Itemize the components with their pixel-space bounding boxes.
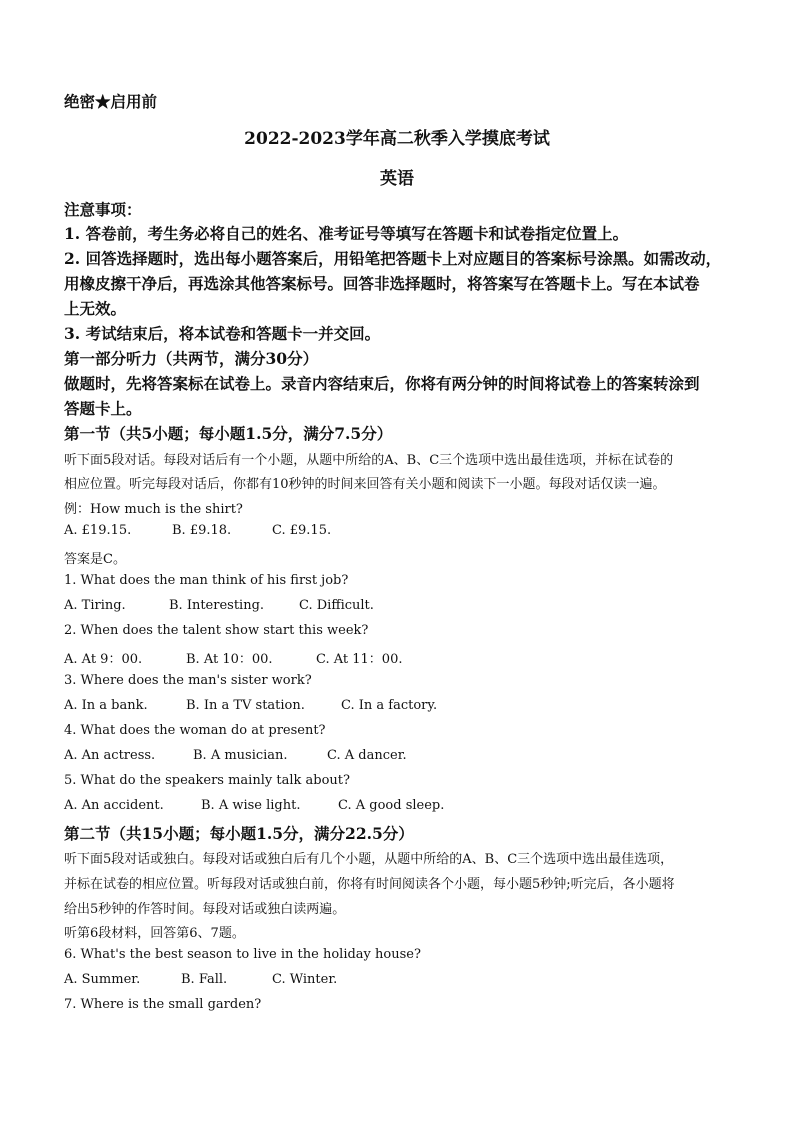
example-question: 例：How much is the shirt?: [64, 502, 243, 517]
option: A. An accident.: [64, 798, 164, 813]
notes-heading: 注意事项：: [64, 200, 142, 219]
question: 4. What does the woman do at present?: [64, 723, 326, 738]
question-options: [64, 598, 374, 613]
option: C. Winter.: [272, 972, 338, 987]
material-intro: 听第6段材料，回答第6、7题。: [64, 926, 245, 941]
question-options: [64, 748, 407, 763]
section2-heading: 第二节（共15小题；每小题1.5分，满分22.5分）: [64, 824, 414, 843]
example-options: [64, 523, 331, 538]
question: 3. Where does the man's sister work?: [64, 673, 312, 688]
question-options: [64, 698, 437, 713]
question: 5. What do the speakers mainly talk about?: [64, 773, 350, 788]
option: C. In a factory.: [341, 698, 438, 713]
section1-heading: 第一节（共5小题；每小题1.5分，满分7.5分）: [64, 424, 393, 443]
notes-item: 上无效。: [64, 299, 127, 318]
question-options: [64, 798, 444, 813]
part1-heading: 第一部分听力（共两节，满分30分）: [64, 349, 319, 368]
option: C. A dancer.: [327, 748, 407, 763]
option: C. Difficult.: [299, 598, 374, 613]
part1-instruction: 做题时，先将答案标在试卷上。录音内容结束后，你将有两分钟的时间将试卷上的答案转涂到: [64, 374, 700, 393]
option: C. At 11：00.: [316, 652, 403, 667]
notes-item: 用橡皮擦干净后，再选涂其他答案标号。回答非选择题时，将答案写在答题卡上。写在本试卷: [64, 274, 700, 293]
notes-item: 2. 回答选择题时，选出每小题答案后，用铅笔把答题卡上对应题目的答案标号涂黑。如需改动，: [64, 249, 722, 268]
question-options: [64, 972, 337, 987]
option: B. In a TV station.: [186, 698, 305, 713]
option: A. An actress.: [64, 748, 156, 763]
option: B. Fall.: [181, 972, 228, 987]
notes-item: 1. 答卷前，考生务必将自己的姓名、准考证号等填写在答题卡和试卷指定位置上。: [64, 224, 629, 243]
section2-instruction: 听下面5段对话或独白。每段对话或独白后有几个小题，从题中所给的A、B、C三个选项中选出最佳选项，: [64, 852, 674, 867]
option: C. £9.15.: [272, 523, 332, 538]
notes-item: 3. 考试结束后，将本试卷和答题卡一并交回。: [64, 324, 381, 343]
question: 2. When does the talent show start this week?: [64, 623, 369, 638]
section1-instruction: 听下面5段对话。每段对话后有一个小题，从题中所给的A、B、C三个选项中选出最佳选项，并标在试卷的: [64, 453, 674, 468]
option: C. A good sleep.: [338, 798, 445, 813]
option: B. A musician.: [193, 748, 288, 763]
question: 1. What does the man think of his first job?: [64, 573, 349, 588]
option: B. At 10：00.: [186, 652, 273, 667]
question: 7. Where is the small garden?: [64, 997, 262, 1012]
exam-title: 2022-2023学年高二秋季入学摸底考试: [244, 129, 550, 149]
section2-instruction: 给出5秒钟的作答时间。每段对话或独白读两遍。: [64, 902, 346, 917]
option: A. Summer.: [64, 972, 141, 987]
part1-instruction: 答题卡上。: [64, 399, 142, 418]
option: A. £19.15.: [64, 523, 132, 538]
question: 6. What's the best season to live in the holiday house?: [64, 947, 421, 962]
option: A. In a bank.: [64, 698, 148, 713]
question-options: [64, 648, 402, 667]
option: A. Tiring.: [64, 598, 126, 613]
section1-instruction: 相应位置。听完每段对话后，你都有10秒钟的时间来回答有关小题和阅读下一小题。每段对话仅读一遍。: [64, 477, 666, 492]
option: B. £9.18.: [172, 523, 232, 538]
confidential-label: 绝密★启用前: [64, 92, 158, 111]
section2-instruction: 并标在试卷的相应位置。听每段对话或独白前，你将有时间阅读各个小题，每小题5秒钟;听完后，各小题将: [64, 877, 675, 892]
option: B. A wise light.: [201, 798, 301, 813]
example-answer: 答案是C。: [64, 552, 126, 567]
option: B. Interesting.: [169, 598, 265, 613]
option: A. At 9：00.: [64, 652, 143, 667]
subject-title: 英语: [380, 169, 414, 189]
